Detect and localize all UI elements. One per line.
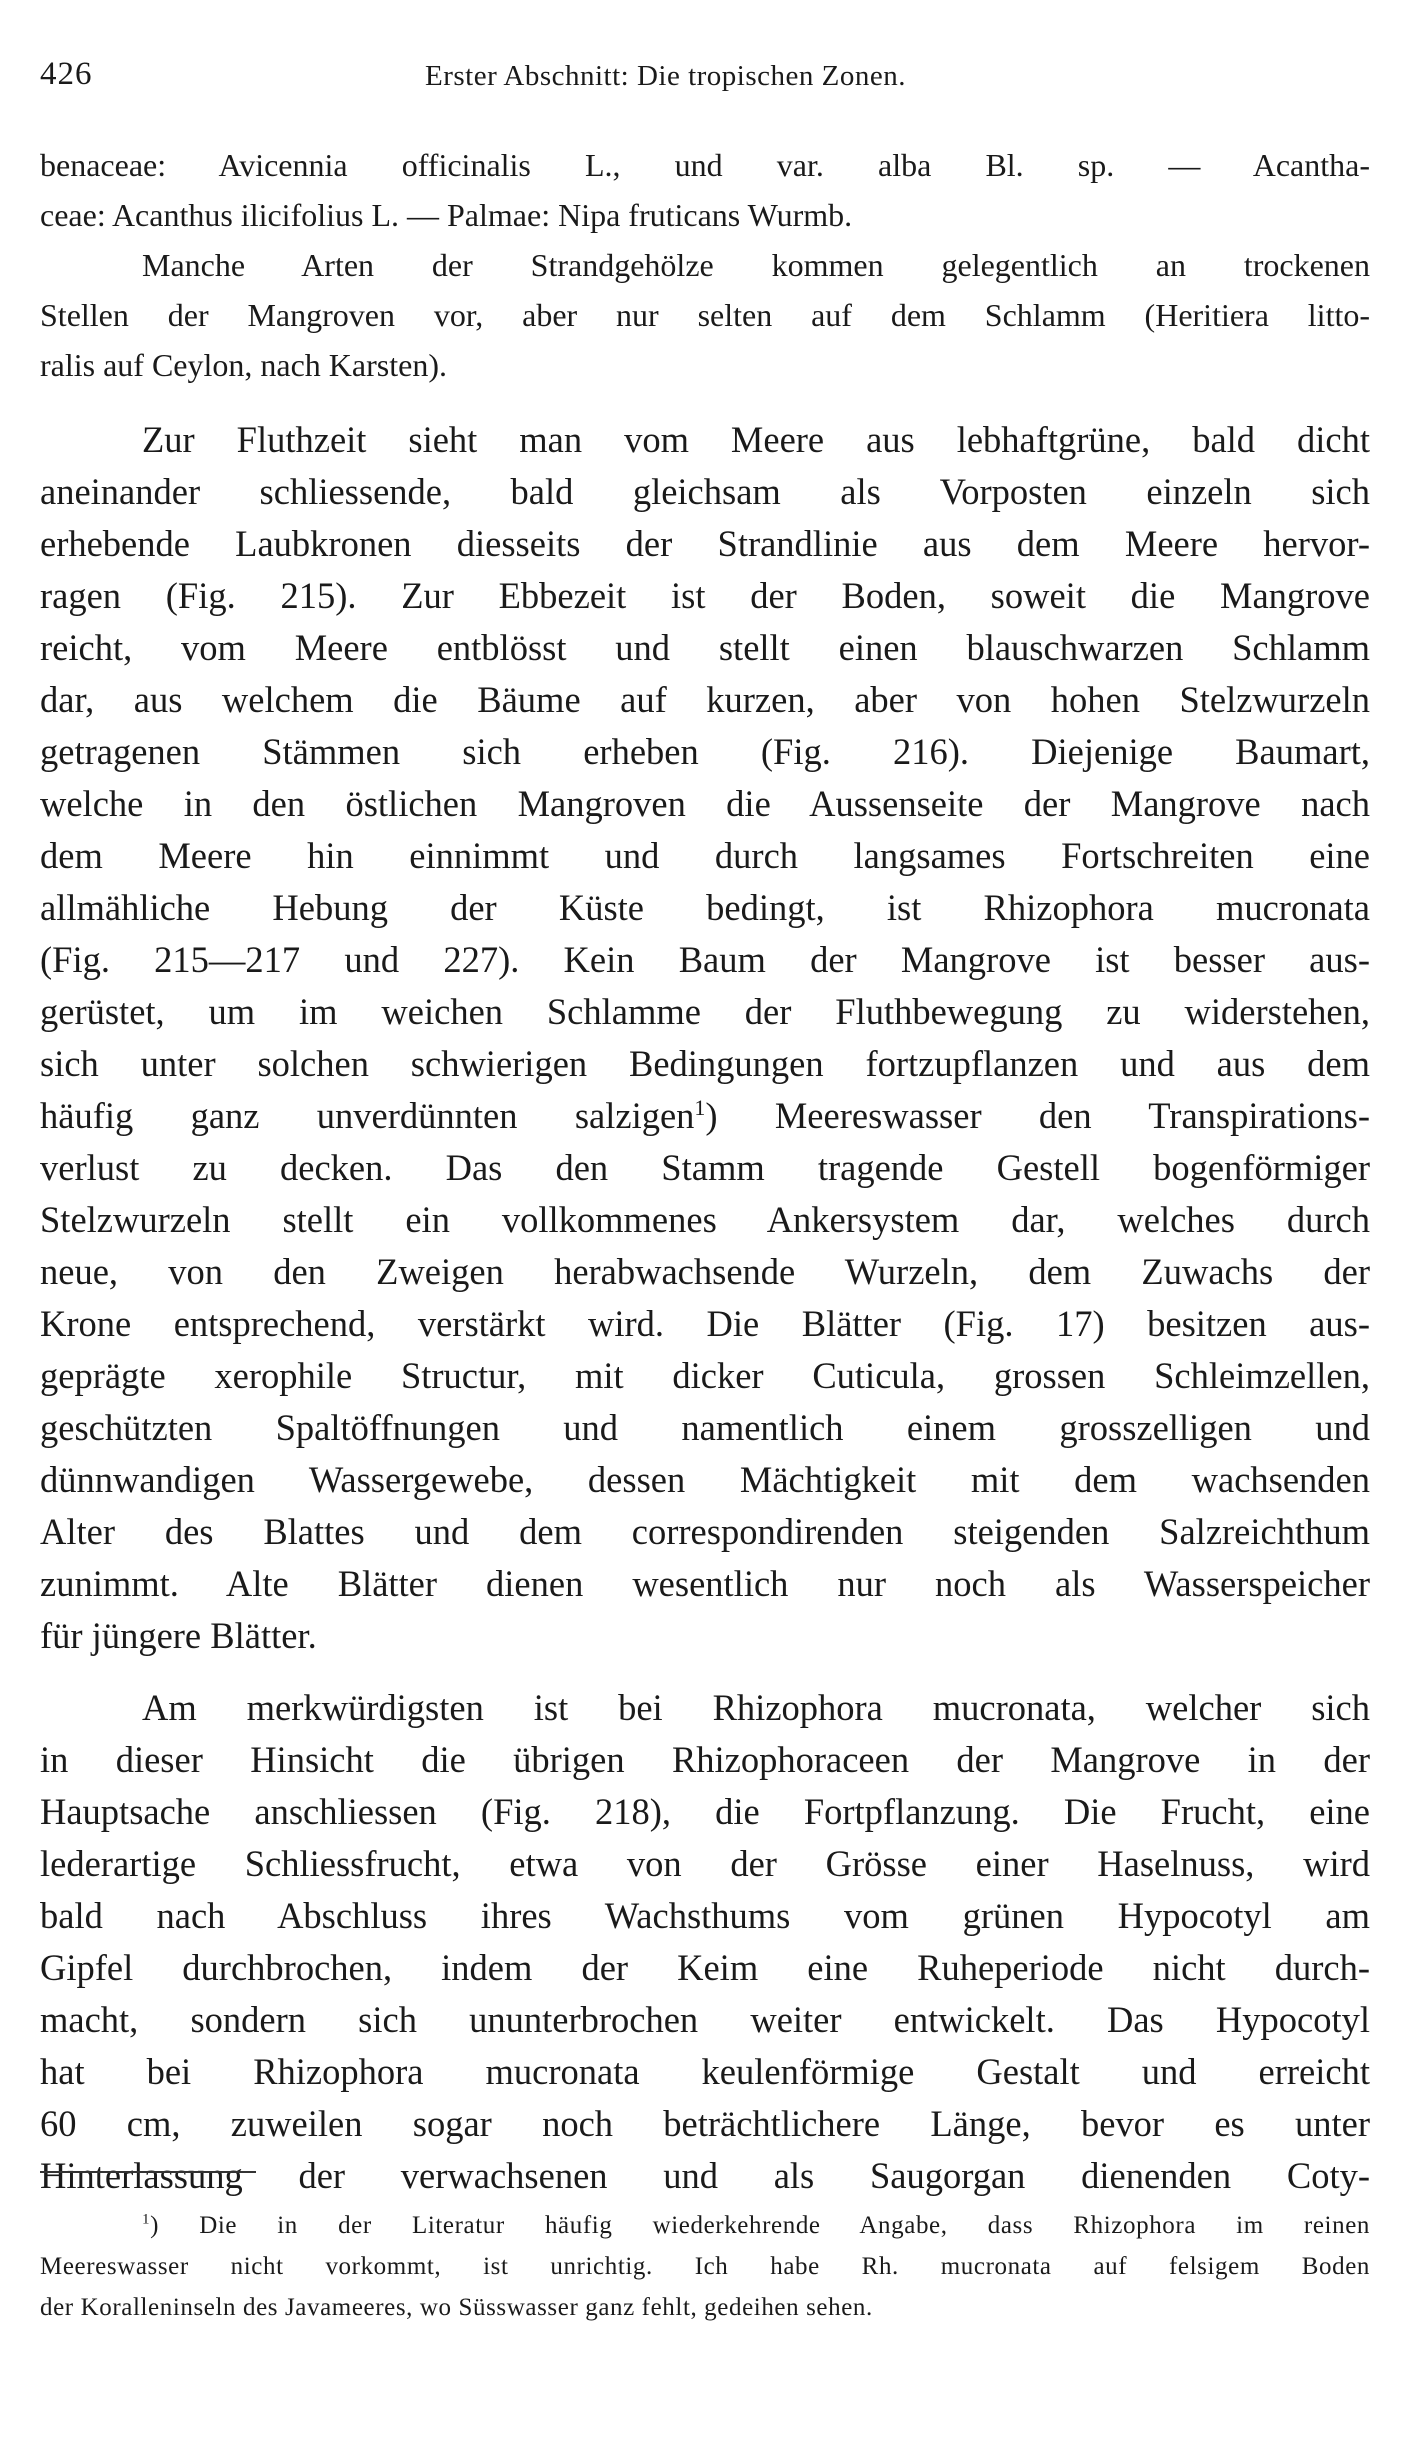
- footnote-separator: [40, 2171, 256, 2173]
- text-line: Manche Arten der Strandgehölze kommen gelegentlich an trockenen: [142, 247, 1370, 283]
- text-line: geschützten Spaltöffnungen und namentlich einem grosszelligen und: [40, 1407, 1370, 1448]
- footnote-reference: 1: [694, 1094, 706, 1120]
- text-line-with-footnote-ref: [40, 1090, 1370, 1142]
- text-line: 60 cm, zuweilen sogar noch beträchtlichere Länge, bevor es unter: [40, 2103, 1370, 2144]
- paragraph-species-list: [40, 140, 1370, 390]
- text-line: in dieser Hinsicht die übrigen Rhizophoraceen der Mangrove in der: [40, 1739, 1370, 1780]
- text-line: Am merkwürdigsten ist bei Rhizophora mucronata, welcher sich: [142, 1687, 1370, 1728]
- text-line: erhebende Laubkronen diesseits der Strandlinie aus dem Meere hervor-: [40, 523, 1370, 564]
- text-line: dem Meere hin einnimmt und durch langsames Fortschreiten eine: [40, 835, 1370, 876]
- text-line: macht, sondern sich ununterbrochen weiter entwickelt. Das Hypocotyl: [40, 1999, 1370, 2040]
- text-fragment: häufig ganz unverdünnten salzigen: [40, 1095, 695, 1136]
- text-line: Gipfel durchbrochen, indem der Keim eine Ruheperiode nicht durch-: [40, 1947, 1370, 1988]
- page-number: 426: [40, 56, 93, 92]
- text-line: Hauptsache anschliessen (Fig. 218), die Fortpflanzung. Die Frucht, eine: [40, 1791, 1370, 1832]
- text-line: dünnwandigen Wassergewebe, dessen Mächtigkeit mit dem wachsenden: [40, 1459, 1370, 1500]
- text-line: verlust zu decken. Das den Stamm tragende Gestell bogenförmiger: [40, 1147, 1370, 1188]
- footnote-marker: 1: [142, 2211, 151, 2228]
- paragraph-fluthzeit: [40, 414, 1370, 1662]
- text-line: welche in den östlichen Mangroven die Aussenseite der Mangrove nach: [40, 783, 1370, 824]
- paragraph-rhizophora: [40, 1682, 1370, 2202]
- text-line: reicht, vom Meere entblösst und stellt einen blauschwarzen Schlamm: [40, 627, 1370, 668]
- running-head: Erster Abschnitt: Die tropischen Zonen.: [425, 60, 906, 92]
- page-header: [40, 56, 1370, 106]
- text-line: Hinterlassung der verwachsenen und als Saugorgan dienenden Coty-: [40, 2155, 1370, 2196]
- text-line: lederartige Schliessfrucht, etwa von der Grösse einer Haselnuss, wird: [40, 1843, 1370, 1884]
- text-line: (Fig. 215—217 und 227). Kein Baum der Mangrove ist besser aus-: [40, 939, 1370, 980]
- text-line: Alter des Blattes und dem correspondirenden steigenden Salzreichthum: [40, 1511, 1370, 1552]
- text-line: geprägte xerophile Structur, mit dicker Cuticula, grossen Schleimzellen,: [40, 1355, 1370, 1396]
- footnote-line: [40, 2205, 1370, 2246]
- text-line: ceae: Acanthus ilicifolius L. — Palmae: Nipa fruticans Wurmb.: [40, 197, 853, 233]
- text-line: zunimmt. Alte Blätter dienen wesentlich nur noch als Wasserspeicher: [40, 1563, 1370, 1604]
- text-line: allmähliche Hebung der Küste bedingt, ist Rhizophora mucronata: [40, 887, 1370, 928]
- text-line: neue, von den Zweigen herabwachsende Wurzeln, dem Zuwachs der: [40, 1251, 1370, 1292]
- text-fragment: ) Die in der Literatur häufig wiederkehrende Angabe, dass Rhizophora im reinen: [150, 2212, 1370, 2239]
- footnote-line: der Koralleninseln des Javameeres, wo Süsswasser ganz fehlt, gedeihen sehen.: [40, 2294, 873, 2321]
- footnote-line: Meereswasser nicht vorkommt, ist unrichtig. Ich habe Rh. mucronata auf felsigem Boden: [40, 2253, 1370, 2280]
- text-line: gerüstet, um im weichen Schlamme der Fluthbewegung zu widerstehen,: [40, 991, 1370, 1032]
- text-line: Stellen der Mangroven vor, aber nur selten auf dem Schlamm (Heritiera litto-: [40, 297, 1370, 333]
- body-text: [40, 140, 1370, 2202]
- text-line: ragen (Fig. 215). Zur Ebbezeit ist der Boden, soweit die Mangrove: [40, 575, 1370, 616]
- text-line: Stelzwurzeln stellt ein vollkommenes Ankersystem dar, welches durch: [40, 1199, 1370, 1240]
- text-line: Krone entsprechend, verstärkt wird. Die Blätter (Fig. 17) besitzen aus-: [40, 1303, 1370, 1344]
- text-line: dar, aus welchem die Bäume auf kurzen, aber von hohen Stelzwurzeln: [40, 679, 1370, 720]
- footnote: [40, 2205, 1370, 2328]
- text-line: bald nach Abschluss ihres Wachsthums vom grünen Hypocotyl am: [40, 1895, 1370, 1936]
- text-line: getragenen Stämmen sich erheben (Fig. 216). Diejenige Baumart,: [40, 731, 1370, 772]
- text-fragment: ) Meereswasser den Transpirations-: [705, 1095, 1370, 1136]
- text-line: ralis auf Ceylon, nach Karsten).: [40, 347, 447, 383]
- text-line: benaceae: Avicennia officinalis L., und var. alba Bl. sp. — Acantha-: [40, 147, 1370, 183]
- text-line: aneinander schliessende, bald gleichsam als Vorposten einzeln sich: [40, 471, 1370, 512]
- text-line: Zur Fluthzeit sieht man vom Meere aus lebhaftgrüne, bald dicht: [142, 419, 1370, 460]
- text-line: für jüngere Blätter.: [40, 1615, 317, 1656]
- text-line: hat bei Rhizophora mucronata keulenförmige Gestalt und erreicht: [40, 2051, 1370, 2092]
- text-line: sich unter solchen schwierigen Bedingungen fortzupflanzen und aus dem: [40, 1043, 1370, 1084]
